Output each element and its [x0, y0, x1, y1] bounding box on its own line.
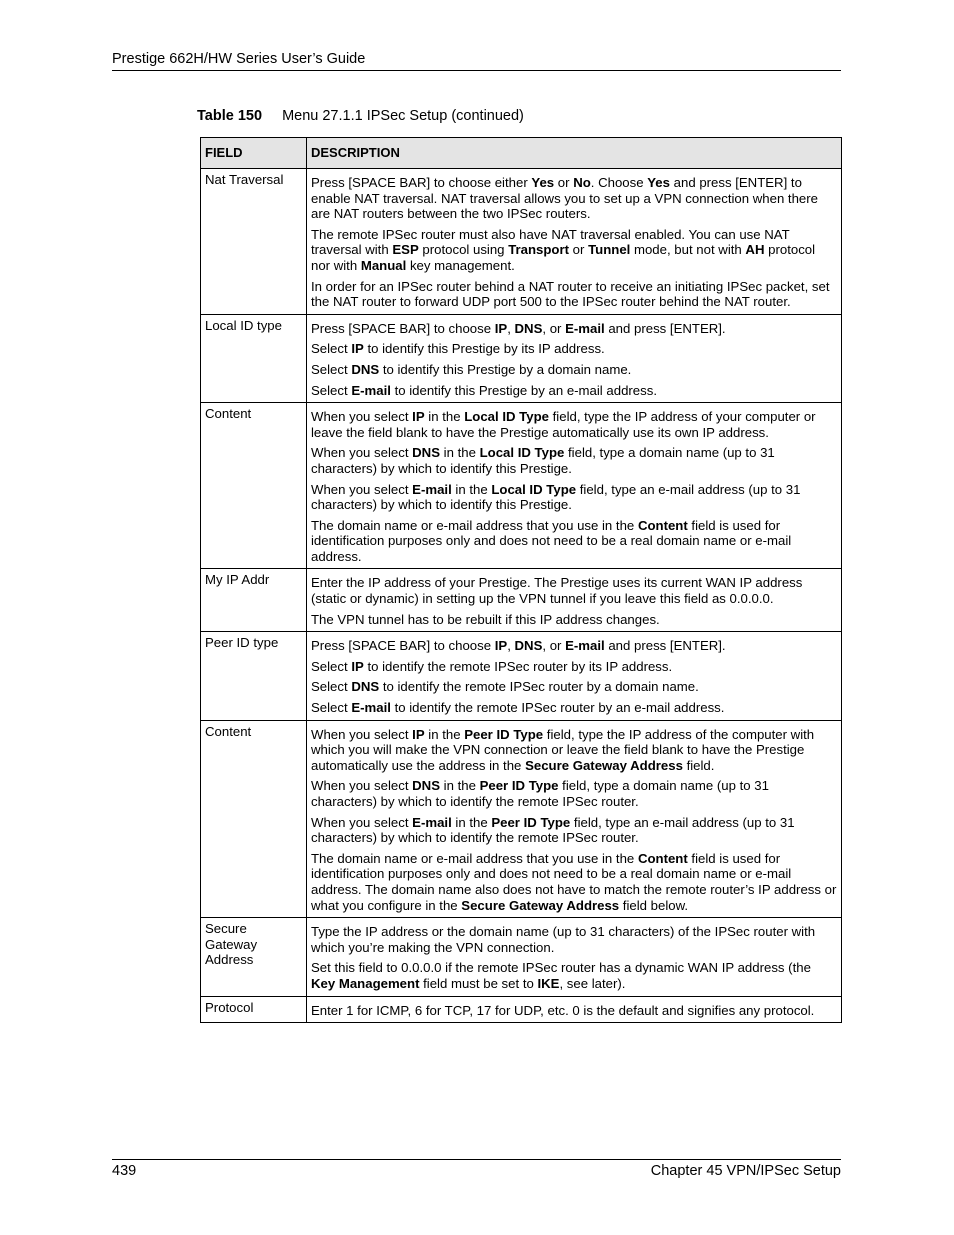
description-text: Select: [311, 361, 352, 377]
field-name-cell: Peer ID type: [201, 632, 307, 720]
emphasized-term: Key Management: [311, 975, 420, 991]
description-paragraph: [311, 445, 837, 476]
description-cell: [307, 918, 842, 996]
description-text: and press [ENTER].: [604, 320, 726, 336]
emphasized-term: Local ID Type: [464, 409, 549, 425]
page-header: [112, 51, 841, 71]
emphasized-term: E-mail: [565, 320, 605, 336]
description-paragraph: [311, 575, 837, 606]
table-body: [201, 169, 842, 1023]
description-paragraph: [311, 924, 837, 955]
emphasized-term: DNS: [412, 778, 440, 794]
description-text: to identify this Prestige by a domain name.: [379, 361, 632, 377]
description-text: The domain name or e-mail address that you use in the: [311, 850, 638, 866]
description-cell: [307, 996, 842, 1023]
emphasized-term: ESP: [392, 242, 419, 258]
description-text: , or: [542, 638, 566, 654]
table-row: [201, 169, 842, 315]
description-paragraph: [311, 362, 837, 378]
description-paragraph: [311, 518, 837, 565]
emphasized-term: Local ID Type: [479, 445, 565, 461]
description-text: Press [SPACE BAR] to choose either: [311, 175, 532, 190]
field-name-cell: Local ID type: [201, 314, 307, 402]
description-text: In order for an IPSec router behind a NAT router to receive an initiating IPSec packet, set the NAT router to forward UDP port 500 to the IPSec router behind the NAT router.: [311, 278, 830, 310]
field-name-cell: Secure Gateway Address: [201, 918, 307, 996]
emphasized-term: IP: [412, 726, 425, 742]
field-name-cell: Content: [201, 720, 307, 918]
emphasized-term: E-mail: [565, 638, 605, 654]
column-header-description: DESCRIPTION: [307, 138, 842, 169]
emphasized-term: Peer ID Type: [464, 726, 544, 742]
description-text: field, type an e-mail address (up to 31 characters) by which to identify this Prestige.: [311, 481, 801, 513]
description-text: to identify the remote IPSec router by a domain name.: [379, 679, 699, 695]
emphasized-term: E-mail: [351, 382, 391, 398]
description-text: Enter the IP address of your Prestige. The Prestige uses its current WAN IP address (static or dynamic) in setting up the VPN tunnel if you leave this field as 0.0.0.0.: [311, 575, 803, 607]
description-paragraph: [311, 409, 837, 440]
description-text: in the: [424, 726, 465, 742]
emphasized-term: Tunnel: [588, 242, 631, 258]
emphasized-term: IP: [412, 409, 425, 425]
description-text: The domain name or e-mail address that you use in the: [311, 517, 638, 533]
page-footer: [112, 1159, 841, 1179]
guide-title: Prestige 662H/HW Series User’s Guide: [112, 51, 366, 67]
description-paragraph: [311, 175, 837, 222]
emphasized-term: E-mail: [351, 700, 391, 716]
description-text: When you select: [311, 409, 413, 425]
emphasized-term: Yes: [647, 175, 670, 190]
description-paragraph: [311, 227, 837, 274]
table-row: [201, 403, 842, 569]
emphasized-term: IP: [494, 638, 508, 654]
description-text: in the: [440, 778, 480, 794]
description-paragraph: [311, 815, 837, 846]
description-paragraph: [311, 659, 837, 675]
description-text: Select: [311, 341, 352, 357]
emphasized-term: IKE: [537, 975, 560, 991]
description-text: key management.: [406, 257, 515, 273]
emphasized-term: DNS: [351, 361, 380, 377]
emphasized-term: Secure Gateway Address: [525, 757, 683, 773]
table-row: [201, 918, 842, 996]
description-text: or: [569, 242, 589, 258]
emphasized-term: E-mail: [412, 814, 452, 830]
description-text: field is used for identification purposes only and does not need to be a real domain name or e-mail address.: [311, 517, 792, 564]
description-paragraph: [311, 851, 837, 913]
description-paragraph: [311, 638, 837, 654]
table-row: [201, 996, 842, 1023]
description-text: field, type a domain name (up to 31 characters) by which to identify the remote IPSec router.: [311, 778, 769, 809]
description-text: to identify this Prestige by an e-mail address.: [390, 382, 657, 398]
emphasized-term: DNS: [514, 320, 543, 336]
description-text: , see later).: [559, 975, 626, 991]
description-text: mode, but not with: [630, 242, 746, 258]
emphasized-term: Peer ID Type: [491, 814, 571, 830]
description-paragraph: [311, 482, 837, 513]
description-text: ,: [507, 320, 515, 336]
description-paragraph: [311, 321, 837, 337]
description-cell: [307, 169, 842, 315]
emphasized-term: DNS: [351, 679, 380, 695]
table-row: [201, 720, 842, 918]
description-paragraph: [311, 612, 837, 628]
field-name-cell: My IP Addr: [201, 569, 307, 632]
description-text: and press [ENTER].: [604, 638, 726, 654]
description-paragraph: [311, 341, 837, 357]
description-text: protocol using: [418, 242, 509, 258]
emphasized-term: DNS: [412, 445, 440, 461]
description-text: protocol nor with: [311, 242, 816, 273]
description-cell: [307, 569, 842, 632]
description-paragraph: [311, 700, 837, 716]
table-row: [201, 569, 842, 632]
table-title: Menu 27.1.1 IPSec Setup (continued): [282, 108, 524, 124]
description-text: Type the IP address or the domain name (up to 31 characters) of the IPSec router with which you’re making the VPN connection.: [311, 924, 816, 955]
description-text: field.: [682, 757, 715, 773]
description-text: in the: [451, 814, 492, 830]
description-text: in the: [424, 409, 465, 425]
description-paragraph: [311, 383, 837, 399]
description-text: to identify the remote IPSec router by its IP address.: [363, 658, 673, 674]
description-text: Press [SPACE BAR] to choose: [311, 638, 495, 654]
field-name-cell: Protocol: [201, 996, 307, 1023]
column-header-field: FIELD: [201, 138, 307, 169]
emphasized-term: Content: [637, 850, 688, 866]
description-cell: [307, 403, 842, 569]
field-name-cell: Nat Traversal: [201, 169, 307, 315]
description-text: Set this field to 0.0.0.0 if the remote IPSec router has a dynamic WAN IP address (the: [311, 960, 811, 976]
description-text: or: [554, 175, 574, 190]
description-text: . Choose: [590, 175, 648, 190]
page-number: 439: [112, 1163, 137, 1179]
description-text: ,: [507, 638, 515, 654]
emphasized-term: IP: [351, 658, 364, 674]
emphasized-term: AH: [745, 242, 765, 258]
description-text: , or: [542, 320, 566, 336]
description-text: When you select: [311, 778, 413, 794]
description-text: Press [SPACE BAR] to choose: [311, 320, 495, 336]
description-cell: [307, 314, 842, 402]
description-text: to identify the remote IPSec router by an e-mail address.: [390, 700, 725, 716]
description-cell: [307, 632, 842, 720]
emphasized-term: No: [573, 175, 591, 190]
description-text: When you select: [311, 726, 413, 742]
chapter-title: Chapter 45 VPN/IPSec Setup: [650, 1163, 841, 1179]
description-text: field, type the IP address of your computer or leave the field blank to have the Prestige automatically use its own IP address.: [311, 409, 816, 440]
table-row: [201, 632, 842, 720]
description-text: field must be set to: [419, 975, 538, 991]
emphasized-term: Manual: [360, 257, 407, 273]
table-header-row: [201, 138, 842, 169]
description-text: Select: [311, 382, 352, 398]
emphasized-term: Secure Gateway Address: [461, 897, 620, 913]
description-paragraph: [311, 727, 837, 774]
description-text: Enter 1 for ICMP, 6 for TCP, 17 for UDP, etc. 0 is the default and signifies any protocol.: [311, 1002, 815, 1018]
description-paragraph: [311, 279, 837, 310]
field-name-cell: Content: [201, 403, 307, 569]
table-row: [201, 314, 842, 402]
description-paragraph: [311, 960, 837, 991]
description-text: field is used for identification purposes only and does not need to be a real domain name or e-mail address. The domain name also does not have to match the remote router’s IP address or what you configure in the: [311, 850, 837, 913]
emphasized-term: IP: [351, 341, 364, 357]
description-text: The remote IPSec router must also have NAT traversal enabled. You can use NAT traversal with: [311, 226, 790, 258]
description-text: field, type a domain name (up to 31 characters) by which to identify this Prestige.: [311, 445, 775, 476]
table-number: Table 150: [197, 108, 263, 124]
emphasized-term: Peer ID Type: [479, 778, 559, 794]
ipsec-setup-table: [200, 137, 842, 1023]
description-text: in the: [451, 481, 492, 497]
emphasized-term: Transport: [508, 242, 570, 258]
emphasized-term: Yes: [531, 175, 555, 190]
description-paragraph: [311, 679, 837, 695]
description-cell: [307, 720, 842, 918]
description-text: field, type the IP address of the computer with which you will make the VPN connection or leave the field blank to have the Prestige automatically use the address in the: [311, 726, 815, 773]
description-text: Select: [311, 658, 352, 674]
description-paragraph: [311, 778, 837, 809]
description-text: field, type an e-mail address (up to 31 characters) by which to identify the remote IPSec router.: [311, 814, 795, 846]
emphasized-term: E-mail: [412, 481, 452, 497]
description-text: in the: [440, 445, 480, 461]
description-text: When you select: [311, 814, 413, 830]
description-text: Select: [311, 700, 352, 716]
emphasized-term: Local ID Type: [491, 481, 577, 497]
description-text: When you select: [311, 445, 413, 461]
description-text: When you select: [311, 481, 413, 497]
description-text: The VPN tunnel has to be rebuilt if this IP address changes.: [311, 611, 660, 627]
table-caption: [197, 108, 524, 124]
description-paragraph: [311, 1003, 837, 1019]
emphasized-term: DNS: [514, 638, 543, 654]
description-text: to identify this Prestige by its IP address.: [363, 341, 605, 357]
emphasized-term: Content: [637, 517, 688, 533]
description-text: Select: [311, 679, 352, 695]
description-text: field below.: [619, 897, 689, 913]
emphasized-term: IP: [494, 320, 508, 336]
description-text: and press [ENTER] to enable NAT traversal. NAT traversal allows you to set up a VPN connection when there are NAT routers between the two IPSec routers.: [311, 175, 818, 222]
